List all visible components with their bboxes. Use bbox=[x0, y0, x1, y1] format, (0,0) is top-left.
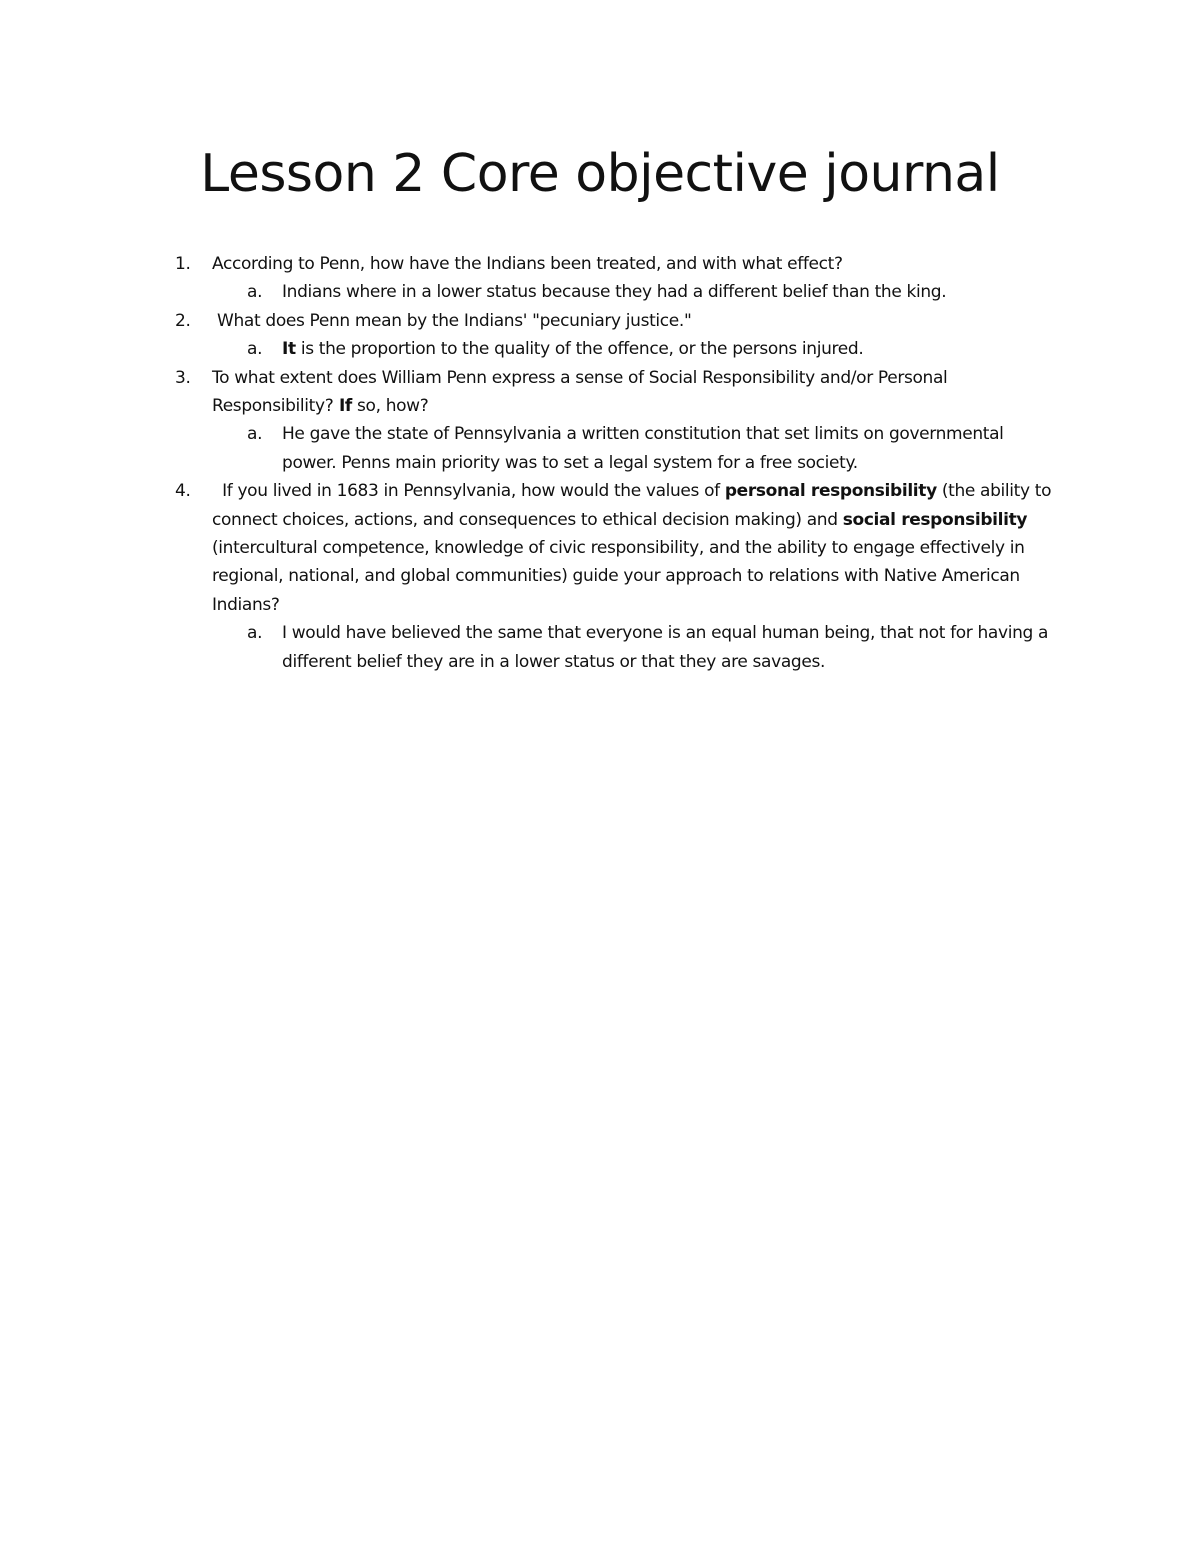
answer-label: a. bbox=[247, 282, 263, 303]
question-1 bbox=[0, 250, 1200, 278]
question-text-bold: If bbox=[333, 396, 352, 417]
answer-text: is the proportion to the quality of the offence, or the persons injured. bbox=[295, 339, 864, 360]
question-number: 1. bbox=[175, 254, 191, 274]
answer-text: I would have believed the same that everyone is an equal human being, that not for having a different belief they are in a lower status or that they are savages. bbox=[282, 623, 1049, 672]
answer-2 bbox=[0, 335, 1200, 363]
answer-label: a. bbox=[247, 424, 263, 445]
answer-label: a. bbox=[247, 339, 263, 360]
question-text: If you lived in 1683 in Pennsylvania, how would the values of bbox=[212, 481, 725, 502]
question-number: 3. bbox=[175, 367, 191, 388]
question-text: According to Penn, how have the Indians been treated, and with what effect? bbox=[212, 254, 843, 274]
social-responsibility-term: social responsibility bbox=[842, 509, 1028, 530]
personal-responsibility-term: personal responsibility bbox=[724, 481, 937, 502]
question-3 bbox=[0, 364, 1200, 421]
answer-3 bbox=[0, 420, 1200, 477]
question-number: 2. bbox=[175, 310, 191, 331]
question-4 bbox=[0, 477, 1200, 619]
question-text-end: (intercultural competence, knowledge of civic responsibility, and the ability to engage effectively in regional, national, and global communities) guide your approach to relations with Native American Indians? bbox=[212, 538, 1025, 615]
answer-text: He gave the state of Pennsylvania a written constitution that set limits on governmental power. Penns main priority was to set a legal system for a free society. bbox=[282, 424, 1004, 473]
answer-label: a. bbox=[247, 623, 263, 644]
page-title: Lesson 2 Core objective journal bbox=[200, 144, 1000, 204]
question-text-mid: (the ability to connect choices, actions, and consequences to ethical decision making) and bbox=[212, 481, 1052, 530]
question-text: What does Penn mean by the Indians' "pecuniary justice." bbox=[212, 310, 692, 331]
answer-text-bold: It bbox=[282, 339, 296, 360]
question-text: To what extent does William Penn express a sense of Social Responsibility and/or Personal Responsibility? bbox=[212, 367, 948, 417]
answer-text: Indians where in a lower status because they had a different belief than the king. bbox=[282, 282, 947, 303]
answer-1 bbox=[0, 278, 1200, 306]
question-list bbox=[0, 250, 1200, 676]
answer-4 bbox=[0, 619, 1200, 676]
question-number: 4. bbox=[175, 481, 191, 502]
question-2 bbox=[0, 307, 1200, 335]
question-text-end: so, how? bbox=[351, 396, 429, 417]
